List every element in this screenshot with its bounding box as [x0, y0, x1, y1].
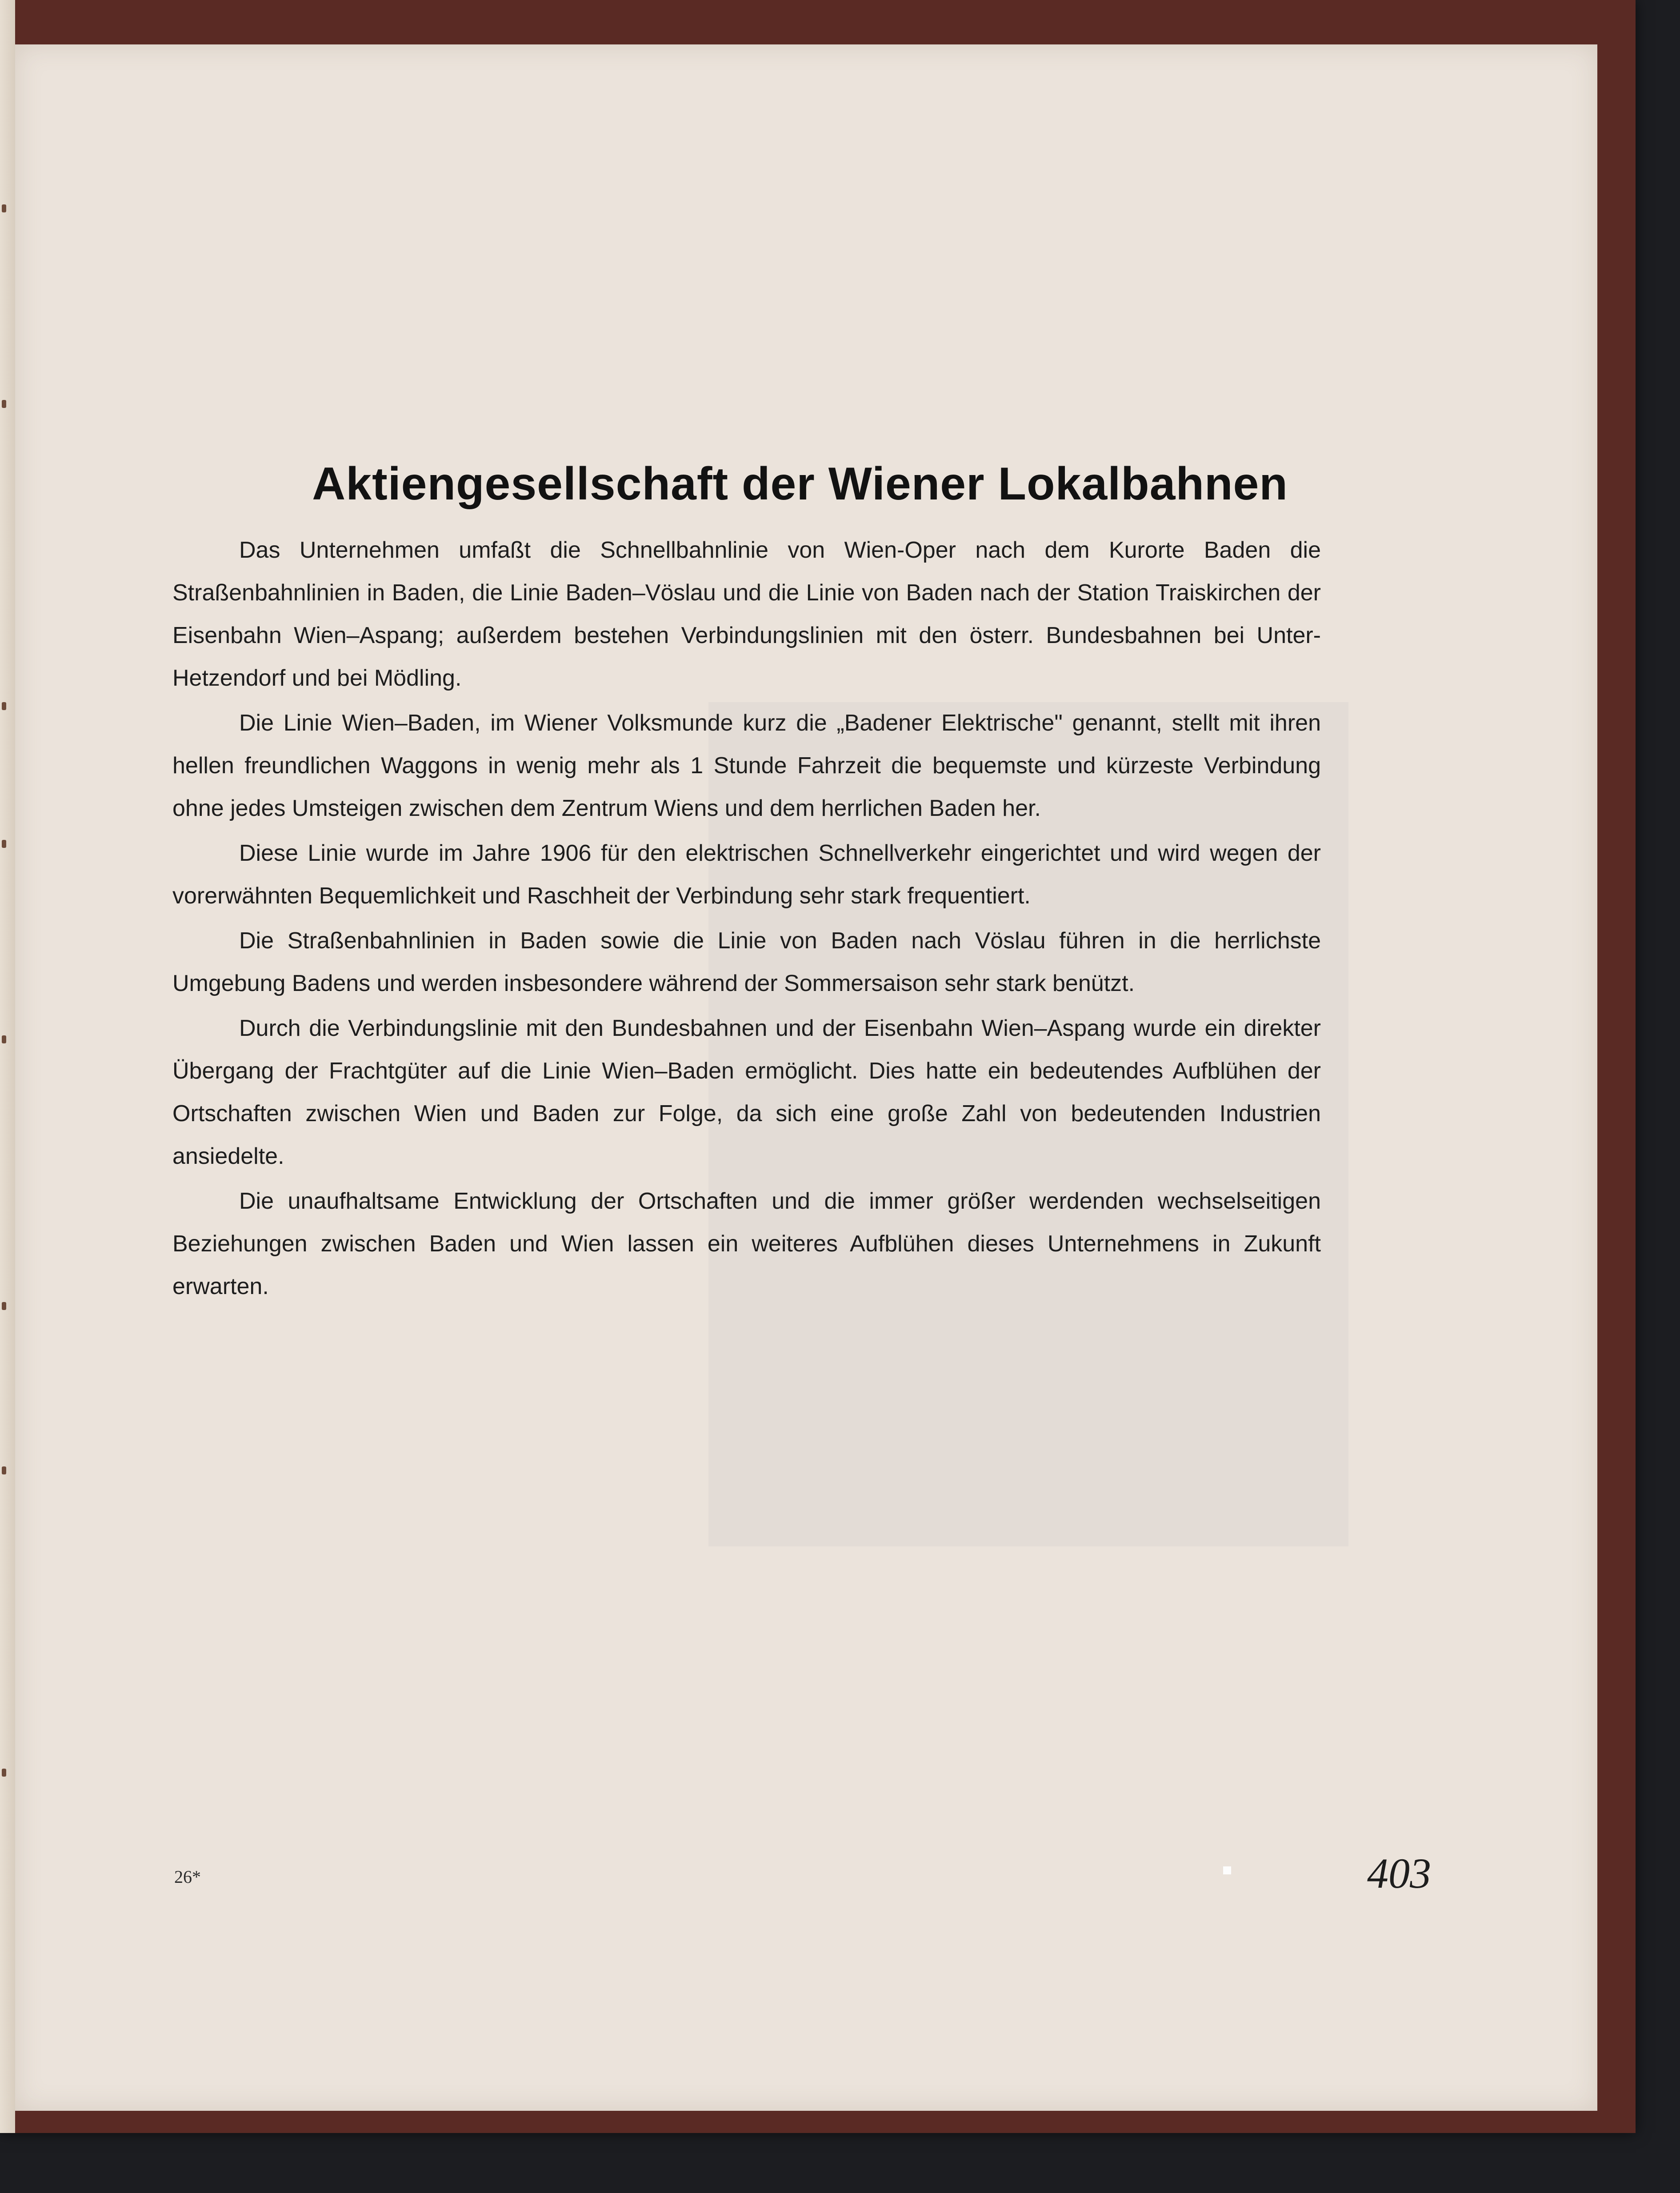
spine-binding-mark [2, 204, 6, 212]
paragraph: Das Unternehmen umfaßt die Schnellbahnlinie von Wien-Oper nach dem Kurorte Baden die Straßenbahnlinien in Baden, die Linie Baden–Vöslau und die Linie von Baden nach der Station Traiskirchen der Eisenbahn Wien–Aspang; außerdem bestehen Verbindungslinien mit den österr. Bundesbahnen bei Unter-Hetzendorf und bei Mödling. [172, 537, 1321, 691]
paragraph: Die Linie Wien–Baden, im Wiener Volksmunde kurz die „Badener Elektrische" genannt, stellt mit ihren hellen freundlichen Waggons in wenig mehr als 1 Stunde Fahrzeit die bequemste und kürzeste Verbindung ohne jedes Umsteigen zwischen dem Zentrum Wiens und dem herrlichen Baden her. [172, 710, 1321, 821]
paragraph: Diese Linie wurde im Jahre 1906 für den elektrischen Schnellverkehr eingerichtet und wird wegen der vorerwähnten Bequemlichkeit und Raschheit der Verbindung sehr stark frequentiert. [172, 840, 1321, 909]
paper-speck [1223, 1866, 1231, 1874]
paragraph: Die unaufhaltsame Entwicklung der Ortschaften und die immer größer werdenden wechselseitigen Beziehungen zwischen Baden und Wien lassen ein weiteres Aufblühen dieses Unternehmens in Zukunft erwarten. [172, 1188, 1321, 1299]
spine-binding-mark [2, 840, 6, 848]
spine-binding-mark [2, 1769, 6, 1777]
spine-binding-mark [2, 400, 6, 408]
paragraph: Die Straßenbahnlinien in Baden sowie die Linie von Baden nach Vöslau führen in die herrlichste Umgebung Badens und werden insbesondere während der Sommersaison sehr stark benützt. [172, 928, 1321, 996]
spine-edge [0, 0, 15, 2133]
spine-binding-mark [2, 1466, 6, 1474]
paragraph: Durch die Verbindungslinie mit den Bundesbahnen und der Eisenbahn Wien–Aspang wurde ein direkter Übergang der Frachtgüter auf die Linie Wien–Baden ermöglicht. Dies hatte ein bedeutendes Aufblühen der Ortschaften zwischen Wien und Baden zur Folge, da sich eine große Zahl von bedeutenden Industrien ansiedelte. [172, 1015, 1321, 1169]
page-title: Aktiengesellschaft der Wiener Lokalbahnen [312, 458, 1288, 510]
signature-mark: 26* [174, 1867, 201, 1887]
spine-binding-mark [2, 702, 6, 710]
spine-binding-mark [2, 1035, 6, 1043]
article-body [172, 529, 1321, 1308]
page-number: 403 [1367, 1849, 1431, 1897]
spine-binding-mark [2, 1302, 6, 1310]
